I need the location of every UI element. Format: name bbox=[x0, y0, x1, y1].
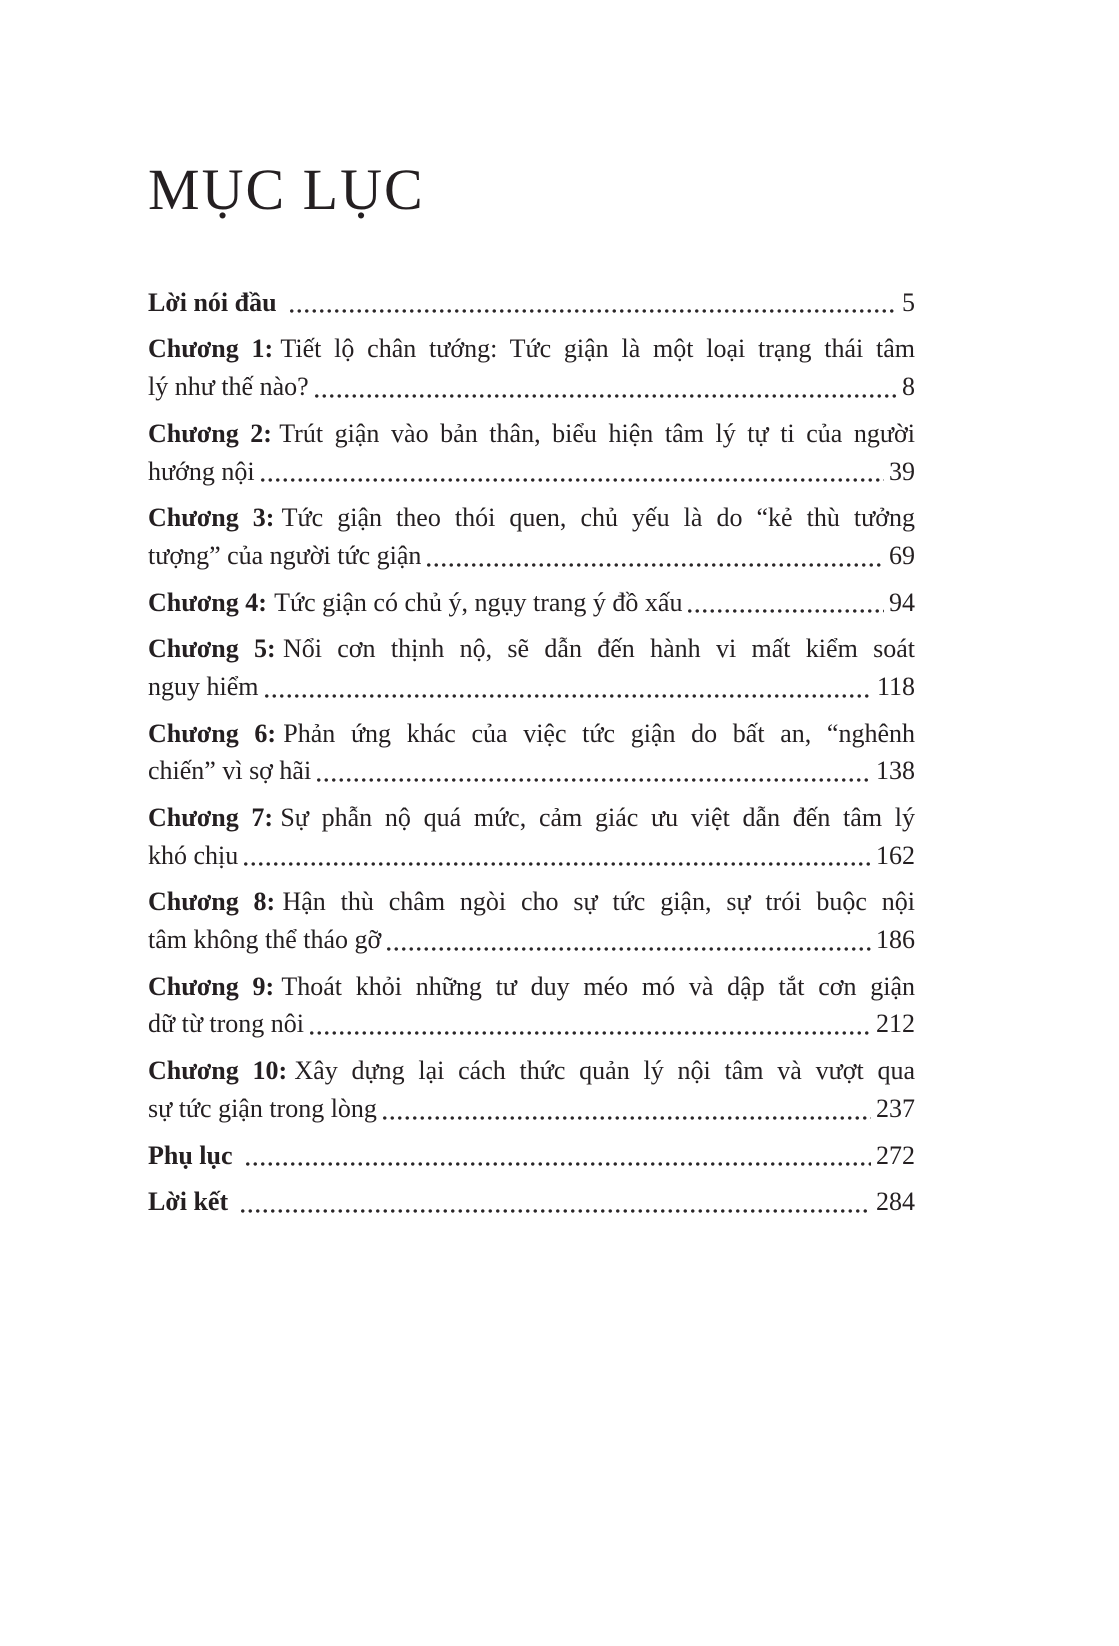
entry-first-line bbox=[148, 330, 915, 368]
page-number: 284 bbox=[876, 1187, 915, 1217]
entry-title-text: tâm không thể tháo gỡ bbox=[148, 925, 382, 955]
page-number: 212 bbox=[876, 1009, 915, 1039]
entry-title-text: tượng” của người tức giận bbox=[148, 540, 422, 570]
entry-label: Chương 9: bbox=[148, 971, 275, 1001]
entry-line bbox=[148, 284, 915, 322]
entry-title-text: Xây dựng lại cách thức quản lý nội tâm và vượt qua bbox=[294, 1056, 915, 1086]
page-number: 162 bbox=[876, 840, 915, 870]
entry-title-text: Tức giận có chủ ý, ngụy trang ý đồ xấu bbox=[274, 587, 683, 617]
page-number: 94 bbox=[889, 587, 915, 617]
dot-leader bbox=[686, 608, 884, 614]
entry-label: Chương 5: bbox=[148, 634, 276, 664]
dot-leader bbox=[239, 1208, 871, 1214]
entry-first-line bbox=[148, 499, 915, 537]
page-number: 5 bbox=[902, 287, 915, 317]
toc-entry bbox=[148, 1183, 915, 1221]
toc-entry bbox=[148, 415, 915, 490]
entry-label: Chương 6: bbox=[148, 718, 277, 748]
page-number: 39 bbox=[889, 456, 915, 486]
dot-leader bbox=[313, 393, 897, 399]
entry-last-line bbox=[148, 668, 915, 706]
toc-entry bbox=[148, 715, 915, 790]
toc-list bbox=[148, 284, 915, 1221]
entry-first-line bbox=[148, 883, 915, 921]
entry-first-line bbox=[148, 630, 915, 668]
entry-last-line bbox=[148, 837, 915, 875]
entry-last-line bbox=[148, 1090, 915, 1128]
entry-title-text: chiến” vì sợ hãi bbox=[148, 756, 312, 786]
entry-title-text: sự tức giận trong lòng bbox=[148, 1093, 377, 1123]
entry-title-text: dữ từ trong nôi bbox=[148, 1009, 305, 1039]
toc-entry bbox=[148, 330, 915, 405]
entry-line bbox=[148, 1137, 915, 1175]
entry-title-text: nguy hiểm bbox=[148, 671, 259, 701]
toc-entry bbox=[148, 499, 915, 574]
page-title: MỤC LỤC bbox=[148, 157, 425, 222]
entry-first-line bbox=[148, 968, 915, 1006]
toc-entry bbox=[148, 968, 915, 1043]
entry-label: Lời nói đầu bbox=[148, 287, 277, 317]
entry-first-line bbox=[148, 1052, 915, 1090]
dot-leader bbox=[381, 1115, 871, 1121]
entry-label: Chương 8: bbox=[148, 887, 276, 917]
entry-title-text: khó chịu bbox=[148, 840, 239, 870]
dot-leader bbox=[288, 308, 897, 314]
entry-label: Chương 7: bbox=[148, 803, 274, 833]
entry-last-line bbox=[148, 453, 915, 491]
toc-entry bbox=[148, 584, 915, 622]
entry-label: Chương 10: bbox=[148, 1056, 288, 1086]
entry-title-text: Hận thù châm ngòi cho sự tức giận, sự trói buộc nội bbox=[282, 887, 915, 917]
entry-first-line bbox=[148, 799, 915, 837]
page-number: 186 bbox=[876, 925, 915, 955]
toc-entry bbox=[148, 883, 915, 958]
dot-leader bbox=[263, 693, 872, 699]
entry-first-line bbox=[148, 415, 915, 453]
entry-title-text: Phản ứng khác của việc tức giận do bất an, “nghênh bbox=[283, 718, 916, 748]
page-number: 272 bbox=[876, 1140, 915, 1170]
dot-leader bbox=[244, 1161, 871, 1167]
entry-line bbox=[148, 1183, 915, 1221]
toc-entry bbox=[148, 799, 915, 874]
dot-leader bbox=[242, 861, 871, 867]
entry-title-text: Sự phẫn nộ quá mức, cảm giác ưu việt dẫn đến tâm lý bbox=[280, 803, 915, 833]
entry-last-line bbox=[148, 537, 915, 575]
page-number: 69 bbox=[889, 540, 915, 570]
dot-leader bbox=[259, 477, 884, 483]
entry-last-line bbox=[148, 921, 915, 959]
entry-last-line bbox=[148, 752, 915, 790]
entry-title-text: Thoát khỏi những tư duy méo mó và dập tắt cơn giận bbox=[281, 971, 915, 1001]
entry-label: Phụ lục bbox=[148, 1140, 233, 1170]
entry-line bbox=[148, 584, 915, 622]
entry-last-line bbox=[148, 1005, 915, 1043]
toc-entry bbox=[148, 284, 915, 322]
entry-label: Chương 1: bbox=[148, 334, 274, 364]
dot-leader bbox=[315, 777, 871, 783]
entry-title-text: Trút giận vào bản thân, biểu hiện tâm lý tự ti của người bbox=[279, 418, 915, 448]
toc-entry bbox=[148, 1137, 915, 1175]
entry-title-text: lý như thế nào? bbox=[148, 372, 309, 402]
entry-label: Chương 2: bbox=[148, 418, 272, 448]
page-number: 118 bbox=[876, 671, 915, 701]
toc-entry bbox=[148, 630, 915, 705]
entry-title-text: Tiết lộ chân tướng: Tức giận là một loại trạng thái tâm bbox=[280, 334, 915, 364]
entry-label: Chương 3: bbox=[148, 503, 275, 533]
page-number: 237 bbox=[876, 1093, 915, 1123]
dot-leader bbox=[425, 562, 884, 568]
entry-title-text: hướng nội bbox=[148, 456, 255, 486]
entry-title-text: Tức giận theo thói quen, chủ yếu là do “kẻ thù tưởng bbox=[281, 503, 915, 533]
entry-first-line bbox=[148, 715, 915, 753]
page-number: 138 bbox=[876, 756, 915, 786]
entry-last-line bbox=[148, 368, 915, 406]
dot-leader bbox=[308, 1030, 871, 1036]
toc-entry bbox=[148, 1052, 915, 1127]
entry-title-text: Nổi cơn thịnh nộ, sẽ dẫn đến hành vi mất kiểm soát bbox=[282, 634, 915, 664]
entry-label: Lời kết bbox=[148, 1187, 229, 1217]
page-number: 8 bbox=[902, 372, 915, 402]
entry-label: Chương 4: bbox=[148, 587, 267, 617]
dot-leader bbox=[385, 946, 871, 952]
